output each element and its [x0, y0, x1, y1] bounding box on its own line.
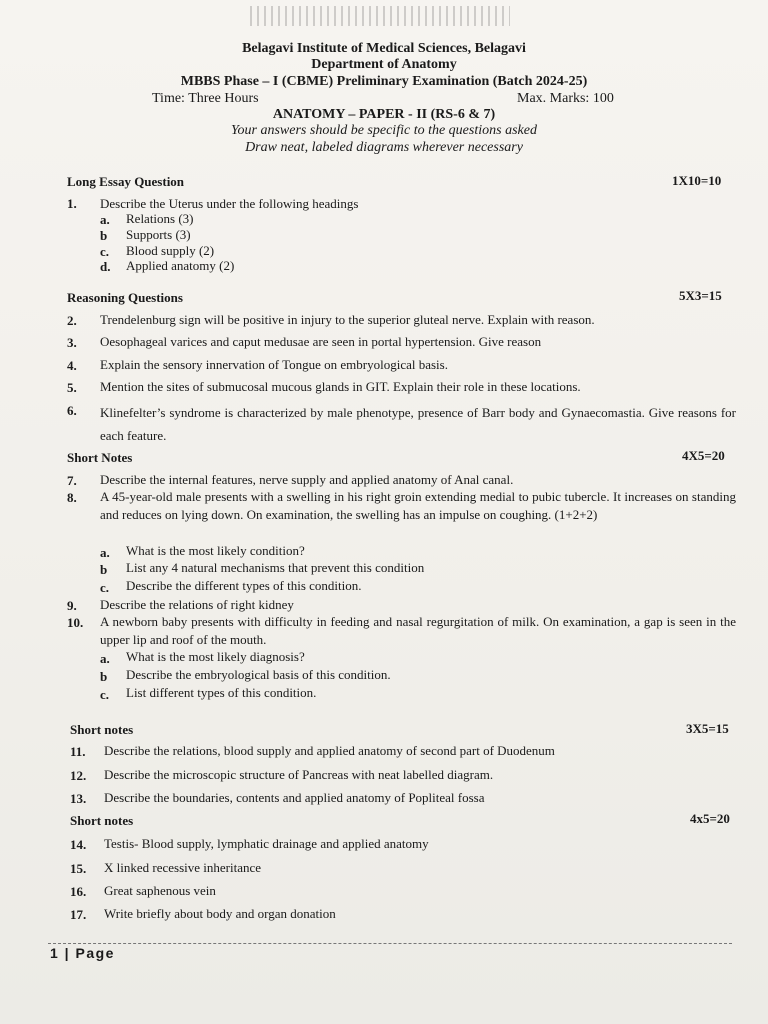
question-number: 14.: [70, 837, 87, 852]
question-text: Great saphenous vein: [104, 883, 216, 898]
subquestion-label: b: [100, 562, 108, 577]
section-marks: 4x5=20: [690, 811, 730, 826]
subquestion-text: Blood supply (2): [126, 243, 215, 258]
section-title: Short notes: [70, 722, 134, 737]
footer-divider: [48, 943, 732, 944]
question-number: 13.: [70, 791, 87, 806]
question-text: A newborn baby presents with difficulty in feeding and nasal regurgitation of milk. On examination, a gap is seen in the upper lip and roof of the mouth.: [100, 614, 736, 647]
question-number: 1.: [67, 196, 77, 211]
subquestion-text: Describe the different types of this condition.: [126, 578, 362, 593]
question-text: Describe the relations, blood supply and applied anatomy of second part of Duodenum: [104, 743, 555, 758]
question-text: A 45-year-old male presents with a swelling in his right groin extending medial to pubic tubercle. It increases on standing and reduces on lying down. On examination, the swelling has an impulse on coughing. (1+2+2): [100, 489, 736, 522]
question-number: 17.: [70, 907, 87, 922]
subquestion-text: What is the most likely diagnosis?: [126, 649, 305, 664]
question-text: Describe the relations of right kidney: [100, 597, 294, 612]
subquestion-label: b: [100, 228, 108, 243]
subquestion-text: List different types of this condition.: [126, 685, 317, 700]
question-text: Testis- Blood supply, lymphatic drainage and applied anatomy: [104, 836, 429, 851]
question-text: Write briefly about body and organ donation: [104, 906, 336, 921]
question-text: Klinefelter’s syndrome is characterized by male phenotype, presence of Barr body and Gynaecomastia. Give reasons for each feature.: [100, 405, 736, 443]
question-text: Explain the sensory innervation of Tongue on embryological basis.: [100, 357, 448, 372]
section-title: Short notes: [70, 813, 134, 828]
subquestion-label: c.: [100, 580, 110, 595]
question-text: Mention the sites of submucosal mucous glands in GIT. Explain their role in these locations.: [100, 379, 581, 394]
section-title: Reasoning Questions: [67, 290, 183, 305]
question-number: 2.: [67, 313, 77, 328]
exam-title: MBBS Phase – I (CBME) Preliminary Examination (Batch 2024-25): [180, 74, 588, 89]
subquestion-text: Applied anatomy (2): [126, 258, 235, 273]
paper-title: ANATOMY – PAPER - II (RS-6 & 7): [272, 107, 496, 122]
question-number: 3.: [67, 335, 77, 350]
page-number: 1 | Page: [50, 945, 115, 961]
subquestion-label: a.: [100, 212, 110, 227]
subquestion-label: b: [100, 669, 108, 684]
question-number: 11.: [70, 744, 86, 759]
exam-duration: Time: Three Hours: [152, 91, 259, 106]
subquestion-label: d.: [100, 259, 111, 274]
question-number: 6.: [67, 403, 77, 418]
section-title: Short Notes: [67, 450, 133, 465]
question-text: Describe the internal features, nerve supply and applied anatomy of Anal canal.: [100, 472, 514, 487]
subquestion-text: Describe the embryological basis of this condition.: [126, 667, 391, 682]
max-marks: Max. Marks: 100: [517, 91, 614, 106]
instruction-diagrams: Draw neat, labeled diagrams wherever necessary: [245, 140, 523, 155]
subquestion-text: Supports (3): [126, 227, 191, 242]
question-number: 16.: [70, 884, 87, 899]
institute-name: Belagavi Institute of Medical Sciences, Belagavi: [242, 41, 526, 56]
question-number: 9.: [67, 598, 77, 613]
subquestion-text: What is the most likely condition?: [126, 543, 305, 558]
question-number: 5.: [67, 380, 77, 395]
question-number: 4.: [67, 358, 77, 373]
section-marks: 3X5=15: [686, 721, 729, 736]
question-number: 12.: [70, 768, 87, 783]
question-text: Describe the Uterus under the following headings: [100, 196, 359, 211]
section-marks: 1X10=10: [672, 173, 722, 188]
question-text: Oesophageal varices and caput medusae are seen in portal hypertension. Give reason: [100, 334, 542, 349]
subquestion-label: c.: [100, 244, 110, 259]
question-number: 10.: [67, 615, 84, 630]
scan-smudge: [250, 6, 510, 26]
question-number: 15.: [70, 861, 87, 876]
question-text: Describe the boundaries, contents and applied anatomy of Popliteal fossa: [104, 790, 485, 805]
question-number: 7.: [67, 473, 77, 488]
instruction-specific: Your answers should be specific to the questions asked: [231, 123, 537, 138]
subquestion-text: List any 4 natural mechanisms that prevent this condition: [126, 560, 425, 575]
question-text: Describe the microscopic structure of Pancreas with neat labelled diagram.: [104, 767, 494, 782]
question-text: Trendelenburg sign will be positive in injury to the superior gluteal nerve. Explain with reason.: [100, 312, 595, 327]
section-marks: 4X5=20: [682, 448, 725, 463]
question-text: X linked recessive inheritance: [104, 860, 262, 875]
section-title: Long Essay Question: [67, 174, 185, 189]
department-name: Department of Anatomy: [311, 57, 457, 72]
question-number: 8.: [67, 490, 77, 505]
subquestion-label: a.: [100, 545, 110, 560]
subquestion-label: a.: [100, 651, 110, 666]
subquestion-text: Relations (3): [126, 211, 194, 226]
subquestion-label: c.: [100, 687, 110, 702]
section-marks: 5X3=15: [679, 288, 722, 303]
